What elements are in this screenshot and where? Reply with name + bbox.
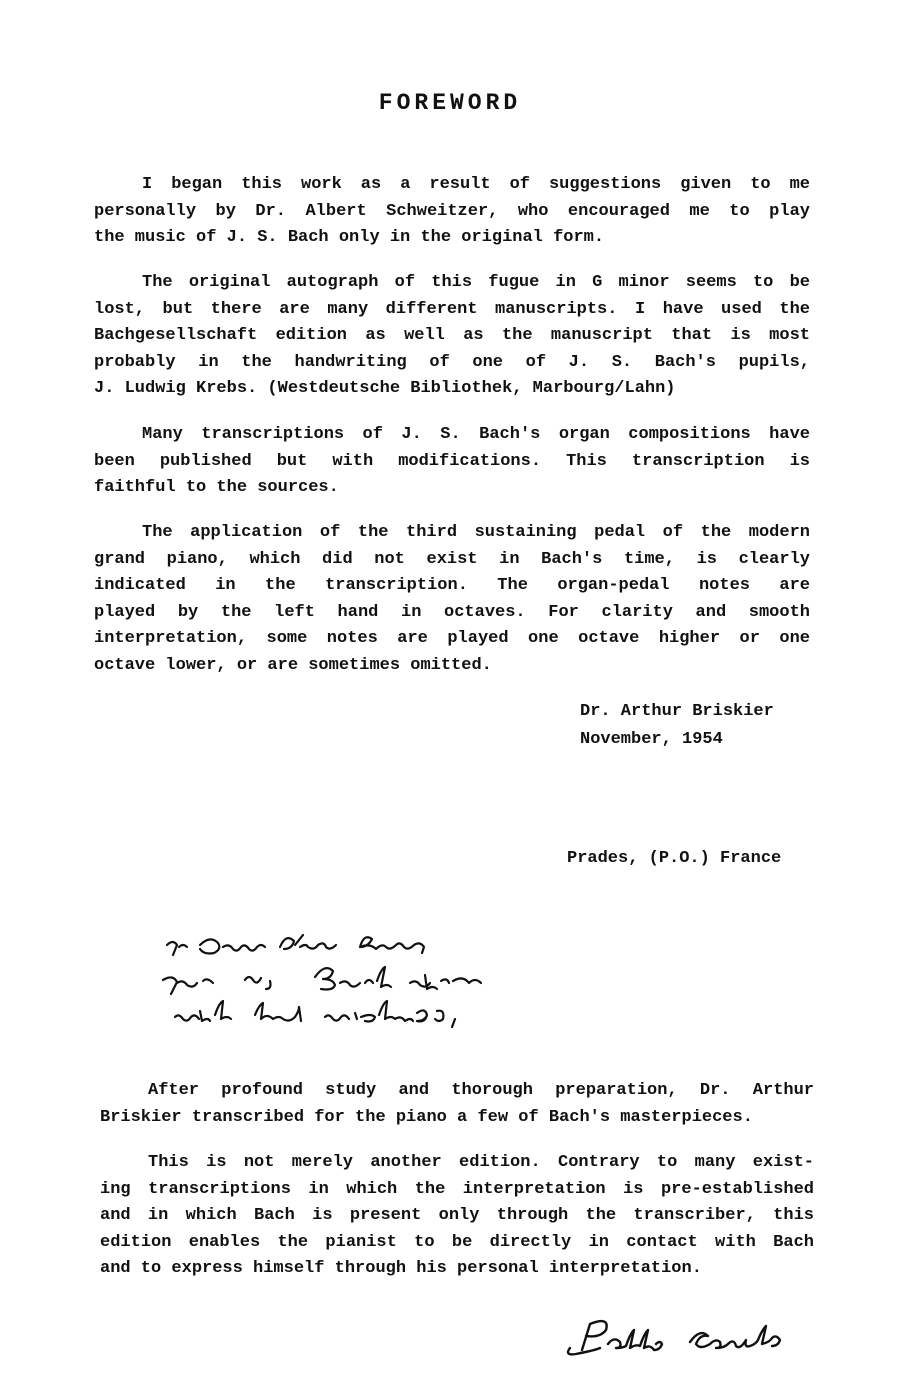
paragraph-5 xyxy=(100,1078,814,1131)
text-line: the music of J. S. Bach only in the original form. xyxy=(94,228,605,247)
text-line: faithful to the sources. xyxy=(94,478,339,497)
text-line: J. Ludwig Krebs. (Westdeutsche Bibliothek, Marbourg/Lahn) xyxy=(94,379,676,398)
text-line: probably in the handwriting of one of J. S. Bach's pupils, xyxy=(94,352,810,372)
paragraph-3 xyxy=(94,422,810,502)
paragraph-6 xyxy=(100,1150,814,1283)
signature-pablo-casals xyxy=(560,1310,810,1360)
author-name: Dr. Arthur Briskier xyxy=(580,702,774,721)
text-line: and in which Bach is present only through the transcriber, this xyxy=(100,1206,814,1225)
date: November, 1954 xyxy=(580,730,723,749)
paragraph-2 xyxy=(94,270,810,403)
page-title: FOREWORD xyxy=(378,90,522,116)
text-line: Many transcriptions of J. S. Bach's organ compositions have xyxy=(142,425,810,444)
text-line: After profound study and thorough preparation, Dr. Arthur xyxy=(148,1081,814,1100)
text-line: grand piano, which did not exist in Bach's time, is clearly xyxy=(94,549,810,569)
text-line: I began this work as a result of suggestions given to me xyxy=(142,175,810,194)
text-line: interpretation, some notes are played one octave higher or one xyxy=(94,629,810,648)
handwritten-dedication xyxy=(155,925,515,1045)
text-line: Briskier transcribed for the piano a few of Bach's masterpieces. xyxy=(100,1107,753,1127)
paragraph-4 xyxy=(94,520,810,679)
text-line: This is not merely another edition. Contrary to many exist- xyxy=(148,1153,814,1172)
text-line: personally by Dr. Albert Schweitzer, who encouraged me to play xyxy=(94,201,810,221)
text-line: and to express himself through his personal interpretation. xyxy=(100,1259,702,1278)
text-line: ing transcriptions in which the interpretation is pre-established xyxy=(100,1179,814,1199)
text-line: lost, but there are many different manuscripts. I have used the xyxy=(94,299,810,319)
place: Prades, (P.O.) France xyxy=(567,849,782,868)
text-line: octave lower, or are sometimes omitted. xyxy=(94,655,492,675)
text-line: been published but with modifications. This transcription is xyxy=(94,451,810,471)
text-line: The application of the third sustaining pedal of the modern xyxy=(142,523,810,542)
author-block xyxy=(580,698,774,754)
text-line: played by the left hand in octaves. For clarity and smooth xyxy=(94,602,810,622)
text-line: indicated in the transcription. The organ-pedal notes are xyxy=(94,576,810,595)
text-line: The original autograph of this fugue in G minor seems to be xyxy=(142,273,810,292)
text-line: Bachgesellschaft edition as well as the manuscript that is most xyxy=(94,326,810,345)
paragraph-1 xyxy=(94,172,810,252)
text-line: edition enables the pianist to be directly in contact with Bach xyxy=(100,1232,814,1252)
